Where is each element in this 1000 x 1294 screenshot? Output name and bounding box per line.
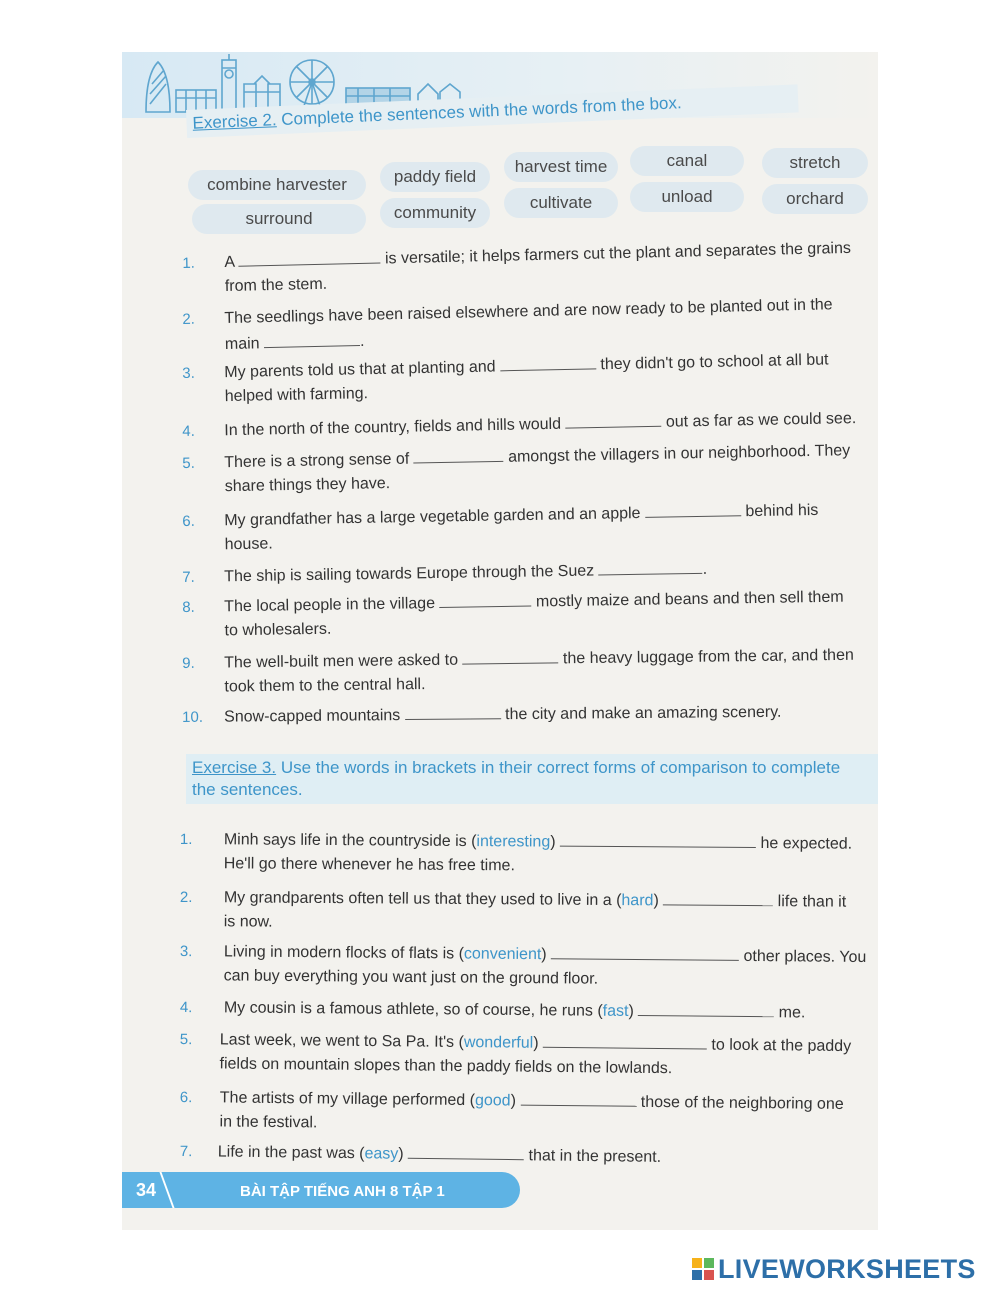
item-text: My cousin is a famous athlete, so of course, he runs ( [223, 999, 603, 1020]
item-text: ) [510, 1092, 517, 1110]
exercise-2-instruction: Complete the sentences with the words from the box. [280, 93, 683, 130]
word-chip: canal [630, 146, 744, 176]
item-text: The ship is sailing towards Europe through the Suez [224, 562, 595, 586]
workbook-page [122, 52, 878, 1230]
word-hint: interesting [476, 833, 551, 851]
item-text: to wholesalers. [224, 620, 332, 640]
item-text: Snow-capped mountains [224, 707, 401, 726]
item-text: . [359, 332, 365, 350]
item-text: ) [653, 892, 659, 910]
liveworksheets-logo-icon [692, 1258, 714, 1280]
item-text: is now. [223, 913, 273, 931]
item-number: 4. [182, 422, 195, 440]
item-text: helped with farming. [224, 385, 369, 406]
answer-blank[interactable] [500, 354, 596, 371]
liveworksheets-wordmark: LIVEWORKSHEETS [718, 1254, 976, 1284]
page-footer [122, 1172, 520, 1208]
item-text: A [224, 253, 235, 272]
item-text: is versatile; it helps farmers cut the plant and separates the grains [384, 239, 852, 268]
answer-blank[interactable] [264, 331, 360, 348]
item-text: behind his [745, 501, 819, 521]
item-text: ) [541, 946, 547, 964]
item-text: they didn't go to school at all but [600, 351, 829, 374]
exercise-2-title: Exercise 2. [192, 110, 277, 133]
item-text: took them to the central hall. [224, 676, 426, 696]
item-text: fields on mountain slopes than the paddy fields on the lowlands. [219, 1055, 673, 1078]
item-number: 7. [179, 1142, 193, 1161]
item-number: 3. [179, 942, 193, 961]
item-number: 8. [182, 598, 195, 616]
word-chip: cultivate [504, 188, 618, 218]
word-chip: paddy field [380, 162, 490, 192]
item-text: ) [398, 1145, 404, 1163]
item-text: Life in the past was ( [217, 1143, 365, 1163]
item-text: other places. You [743, 947, 867, 966]
word-hint: good [474, 1092, 511, 1110]
exercise-3-instruction-cont: the sentences. [192, 780, 303, 799]
item-text: ) [628, 1002, 634, 1020]
item-text: amongst the villagers in our neighborhood. They [507, 442, 851, 466]
item-text: The artists of my village performed ( [219, 1089, 476, 1110]
item-text: ) [550, 833, 556, 851]
item-text: The seedlings have been raised elsewhere and are now ready to be planted out in the [224, 296, 833, 328]
answer-blank[interactable] [238, 249, 380, 267]
exercise-3-heading [186, 754, 878, 804]
word-chip: unload [630, 182, 744, 212]
answer-blank[interactable] [405, 704, 501, 720]
item-number: 6. [182, 512, 195, 530]
item-text: from the stem. [224, 275, 328, 296]
item-text: Minh says life in the countryside is ( [223, 831, 477, 851]
item-text: My grandparents often tell us that they used to live in a ( [223, 889, 622, 910]
answer-blank[interactable] [462, 648, 558, 664]
item-number: 4. [179, 998, 193, 1017]
item-number: 1. [179, 830, 193, 849]
item-text: ) [533, 1034, 539, 1052]
answer-blank[interactable] [520, 1091, 636, 1107]
item-number: 2. [179, 888, 193, 907]
item-text: the heavy luggage from the car, and then [562, 646, 854, 668]
answer-blank[interactable] [560, 832, 756, 848]
answer-blank[interactable] [645, 501, 741, 518]
answer-blank[interactable] [408, 1144, 524, 1160]
item-number: 9. [182, 654, 195, 672]
word-hint: fast [602, 1002, 629, 1020]
item-text: share things they have. [224, 475, 391, 496]
item-text: The local people in the village [224, 595, 436, 616]
answer-blank[interactable] [413, 447, 503, 464]
item-number: 2. [182, 310, 196, 328]
item-text: that in the present. [528, 1147, 662, 1166]
word-chip: harvest time [504, 152, 618, 182]
item-text: in the festival. [219, 1113, 318, 1132]
answer-blank[interactable] [638, 1001, 774, 1017]
word-chip: orchard [762, 184, 868, 214]
item-text: main [224, 335, 260, 354]
page-number: 34 [135, 1180, 157, 1200]
item-number: 1. [182, 254, 196, 272]
item-text: In the north of the country, fields and hills would [224, 415, 562, 440]
item-text: out as far as we could see. [665, 410, 857, 431]
item-number: 6. [179, 1088, 193, 1107]
item-text: My grandfather has a large vegetable garden and an apple [224, 505, 641, 530]
item-number: 7. [182, 568, 195, 586]
answer-blank[interactable] [565, 412, 661, 429]
answer-blank[interactable] [551, 944, 739, 961]
item-text: life than it [777, 893, 847, 911]
item-text: he expected. [760, 835, 853, 853]
item-text: can buy everything you want just on the ground floor. [223, 967, 599, 988]
item-text: those of the neighboring one [640, 1093, 844, 1113]
answer-blank[interactable] [543, 1033, 707, 1050]
answer-blank[interactable] [439, 592, 531, 608]
item-text: me. [778, 1004, 806, 1022]
exercise-3-title: Exercise 3. [192, 758, 277, 777]
item-text: There is a strong sense of [224, 450, 410, 472]
word-hint: hard [621, 892, 654, 910]
item-text: to look at the paddy [711, 1036, 852, 1056]
word-hint: easy [364, 1145, 399, 1163]
item-text: . [702, 560, 708, 578]
item-number: 5. [182, 454, 195, 472]
item-text: the city and make an amazing scenery. [505, 703, 782, 724]
word-hint: convenient [463, 945, 542, 964]
item-number: 10. [182, 708, 204, 726]
item-text: Living in modern flocks of flats is ( [223, 943, 465, 963]
item-text: He'll go there whenever he has free time. [223, 855, 515, 875]
word-hint: wonderful [463, 1033, 534, 1052]
word-chip: surround [192, 204, 366, 234]
item-text: My parents told us that at planting and [224, 358, 496, 382]
word-chip: combine harvester [188, 170, 366, 200]
answer-blank[interactable] [663, 890, 773, 906]
item-text: Last week, we went to Sa Pa. It's ( [219, 1031, 464, 1051]
item-number: 3. [182, 364, 196, 382]
item-text: The well-built men were asked to [224, 651, 459, 672]
item-text: mostly maize and beans and then sell them [535, 588, 844, 611]
item-number: 5. [179, 1030, 193, 1049]
exercise-3-instruction: Use the words in brackets in their correct forms of comparison to complete [280, 758, 841, 777]
book-title: BÀI TẬP TIẾNG ANH 8 TẬP 1 [240, 1183, 445, 1200]
item-text: house. [224, 535, 273, 554]
word-chip: community [380, 198, 490, 228]
answer-blank[interactable] [598, 559, 702, 576]
word-chip: stretch [762, 148, 868, 178]
